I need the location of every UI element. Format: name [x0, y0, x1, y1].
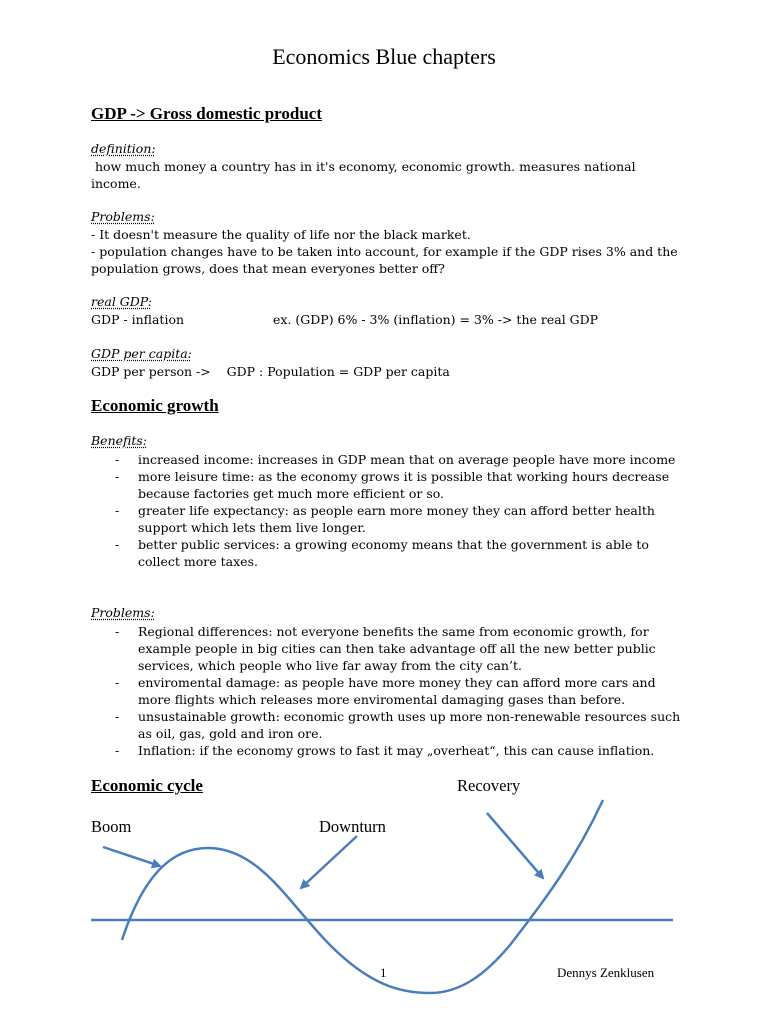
- list-item: - unsustainable growth: economic growth uses up more non-renewable resources such as oil, gas, gold and iron ore.: [115, 709, 681, 741]
- real-gdp-text: GDP - inflation: [91, 312, 185, 327]
- downturn-label: Downturn: [319, 817, 386, 836]
- list-item: - enviromental damage: as people have more money they can afford more cars and more flights which releases more enviromental damaging gases than before.: [115, 675, 656, 707]
- cycle-heading: Economic cycle: [91, 776, 203, 795]
- document-title: Economics Blue chapters: [272, 44, 496, 69]
- real-gdp-label: real GDP:: [91, 294, 152, 309]
- definition-text: how much money a country has in it's economy, economic growth. measures national income.: [91, 159, 640, 191]
- footer-author: Dennys Zenklusen: [557, 965, 655, 980]
- list-item: - better public services: a growing economy means that the government is able to collect more taxes.: [115, 537, 649, 569]
- list-item: - increased income: increases in GDP mean that on average people have more income: [115, 452, 676, 467]
- gdp-problem-1: - It doesn't measure the quality of life nor the black market.: [91, 227, 471, 242]
- gdp-per-capita-label: GDP per capita:: [91, 346, 192, 361]
- cycle-wave: [122, 800, 603, 993]
- definition-label: definition:: [91, 141, 156, 156]
- real-gdp-example: ex. (GDP) 6% - 3% (inflation) = 3% -> the real GDP: [273, 312, 599, 327]
- list-item: - Regional differences: not everyone benefits the same from economic growth, for example people in big cities can then take advantage off all the new better public services, which people who live far away from the city can’t.: [115, 624, 656, 673]
- gdp-problems-label: Problems:: [91, 209, 155, 224]
- recovery-arrow: [487, 813, 543, 878]
- downturn-arrow: [301, 836, 357, 888]
- growth-heading: Economic growth: [91, 396, 219, 415]
- boom-label: Boom: [91, 817, 132, 836]
- gdp-heading: GDP -> Gross domestic product: [91, 104, 323, 123]
- list-item: - more leisure time: as the economy grows it is possible that working hours decrease because factories get much more efficient or so.: [115, 469, 670, 501]
- gdp-per-capita-text: GDP per person -> GDP : Population = GDP per capita: [91, 364, 450, 379]
- recovery-label: Recovery: [457, 776, 521, 795]
- benefits-label: Benefits:: [91, 433, 148, 448]
- list-item: - greater life expectancy: as people earn more money they can afford better health support which lets them live longer.: [115, 503, 655, 535]
- gdp-problem-2: - population changes have to be taken into account, for example if the GDP rises 3% and the population grows, does that mean everyones better off?: [91, 244, 682, 276]
- list-item: - Inflation: if the economy grows to fast it may „overheat“, this can cause inflation.: [115, 743, 655, 758]
- growth-problems-label: Problems:: [91, 605, 155, 620]
- page-number: 1: [380, 965, 387, 980]
- boom-arrow: [103, 847, 160, 866]
